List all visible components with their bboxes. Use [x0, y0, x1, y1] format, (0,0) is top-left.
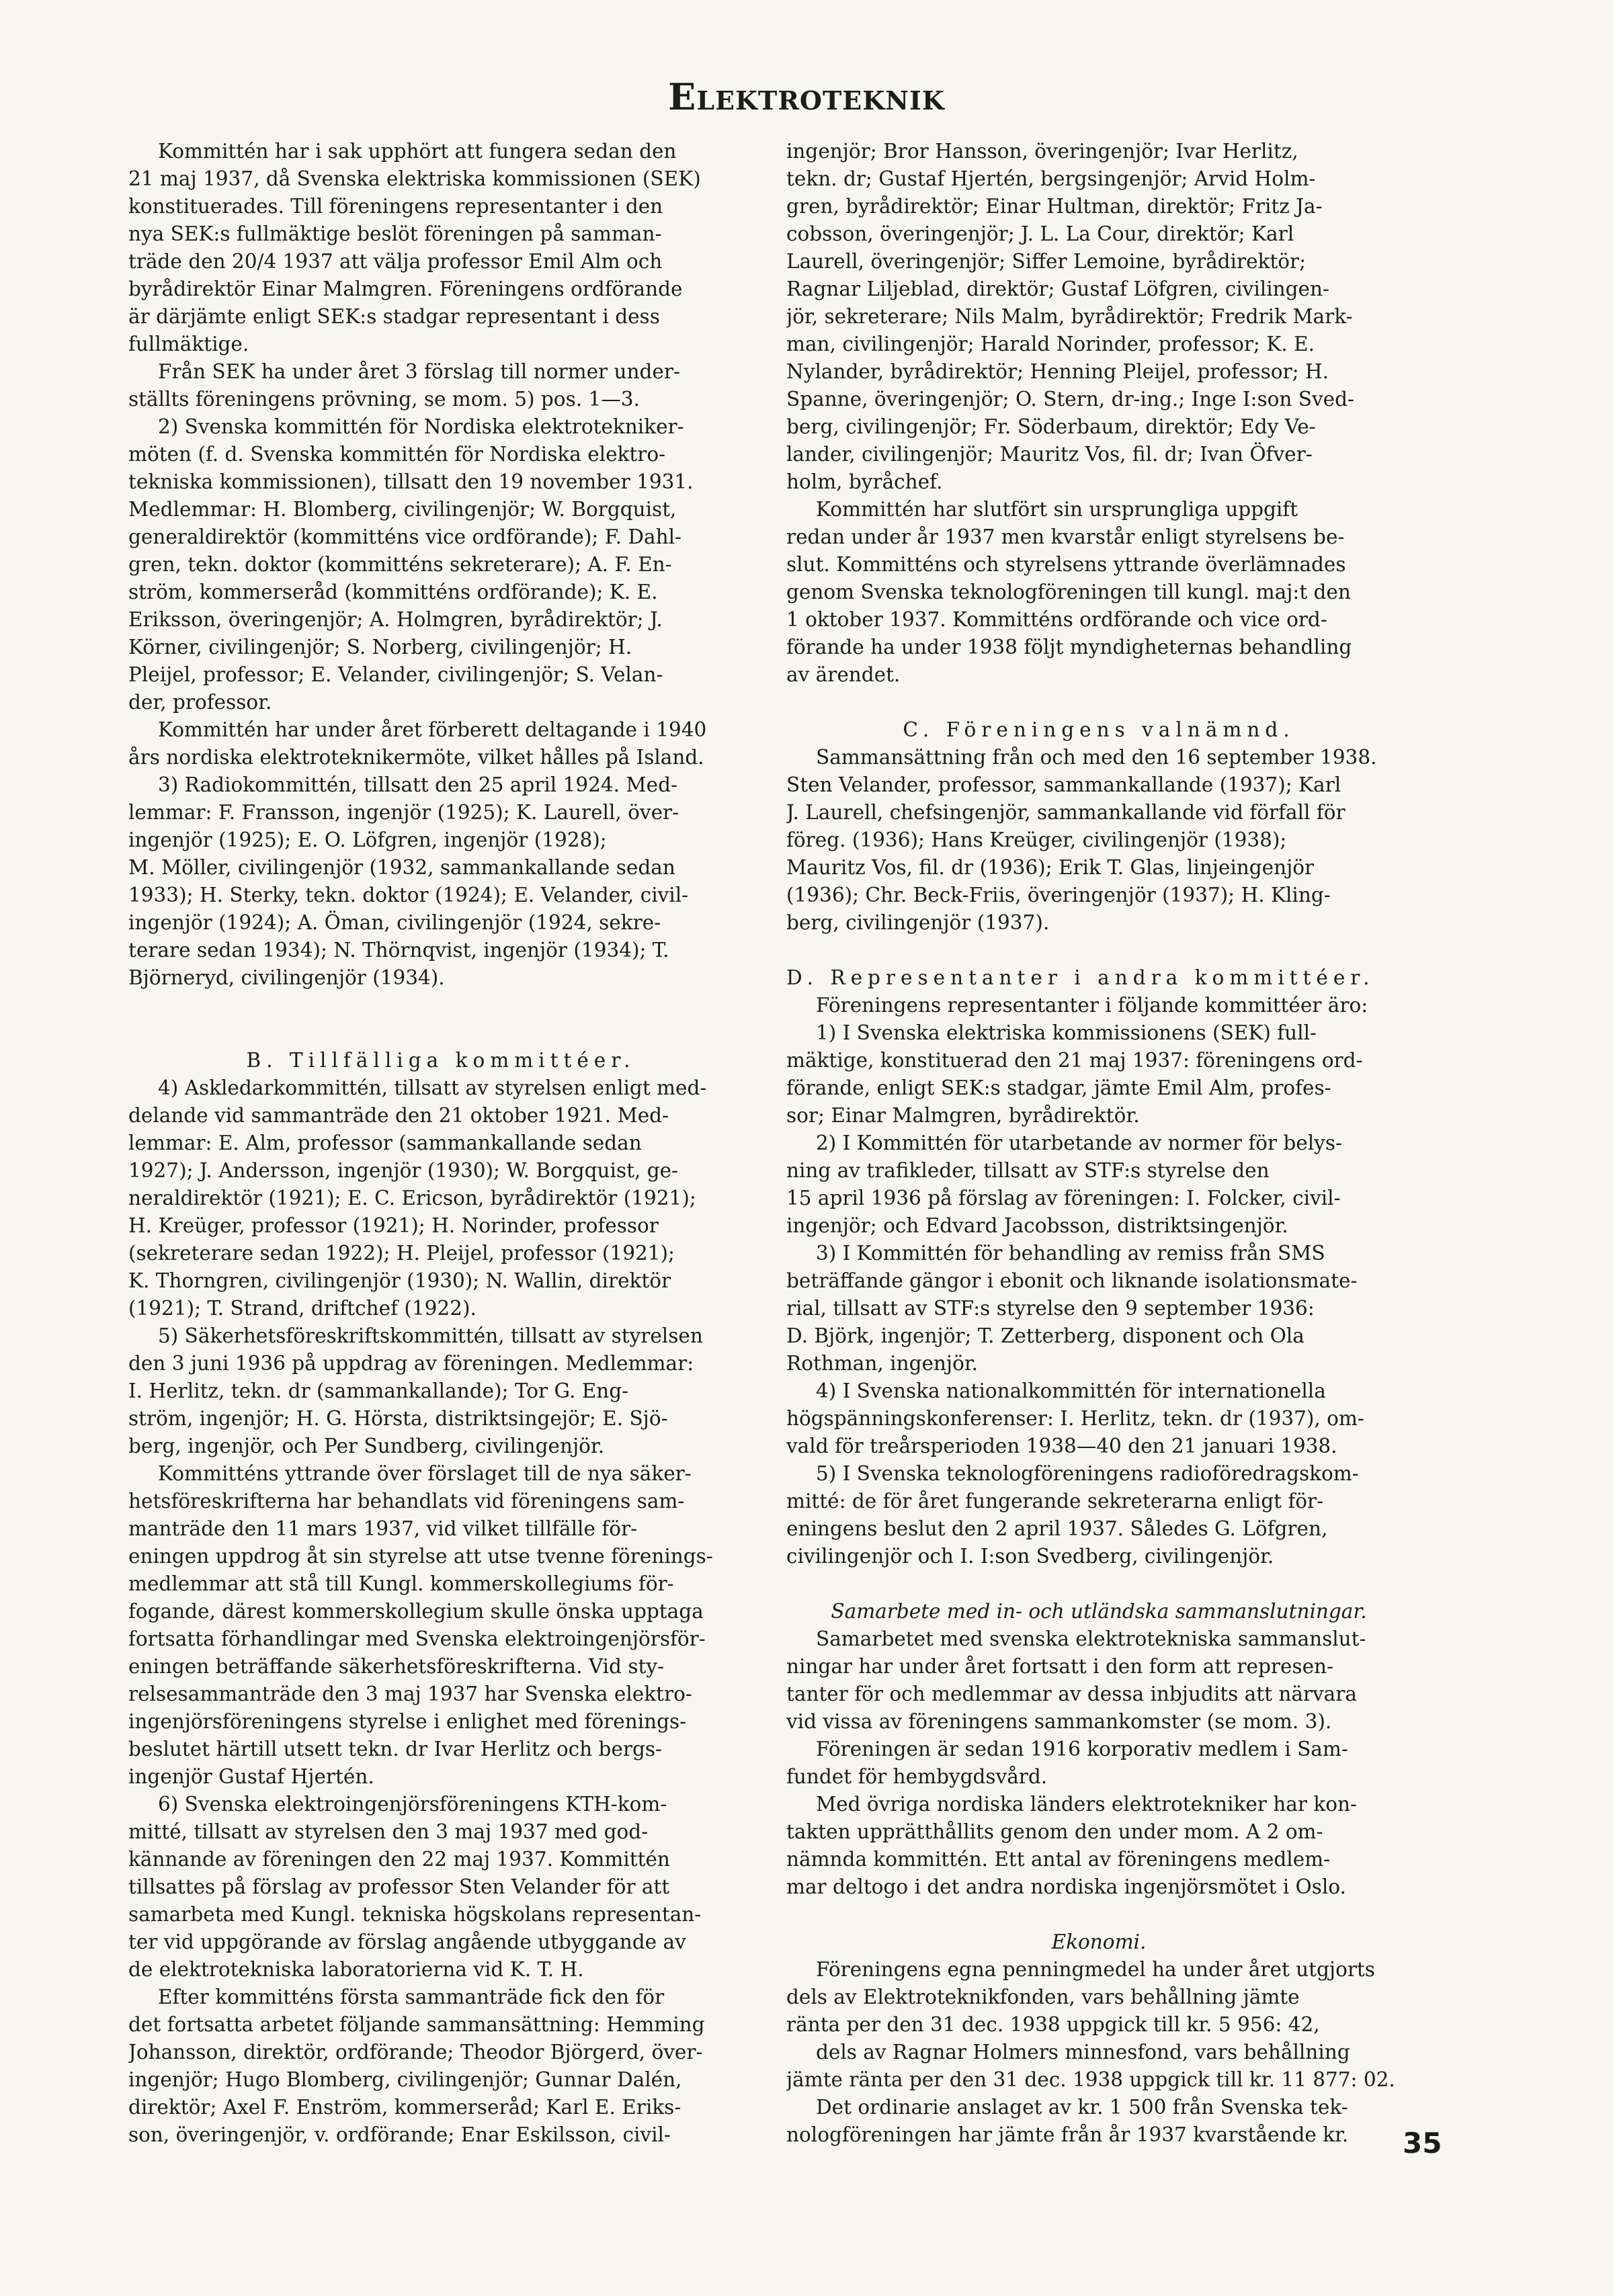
- page-header: Elektroteknik: [668, 75, 945, 118]
- text-line: ter vid uppgörande av förslag angående utbyggande av: [128, 1930, 686, 1953]
- text-line: Kommitténs yttrande över förslaget till de nya säker-: [158, 1462, 692, 1485]
- text-line: 21 maj 1937, då Svenska elektriska kommissionen (SEK): [128, 167, 701, 190]
- text-line: jämte ränta per den 31 dec. 1938 uppgick till kr. 11 877: 02.: [786, 2068, 1395, 2091]
- text-line: lemmar: F. Fransson, ingenjör (1925); K. Laurell, över-: [128, 801, 679, 824]
- text-line: fortsatta förhandlingar med Svenska elektroingenjörsför-: [128, 1627, 706, 1650]
- text-line: ränta per den 31 dec. 1938 uppgick till kr. 5 956: 42,: [786, 2013, 1320, 2036]
- text-line: relsesammanträde den 3 maj 1937 har Svenska elektro-: [128, 1683, 692, 1705]
- text-line: Medlemmar: H. Blomberg, civilingenjör; W. Borgquist,: [128, 498, 677, 521]
- text-line: 15 april 1936 på förslag av föreningen: I. Folcker, civil-: [786, 1187, 1341, 1209]
- text-line: redan under år 1937 men kvarstår enligt styrelsens be-: [786, 525, 1345, 548]
- text-line: vald för treårsperioden 1938—40 den 21 januari 1938.: [786, 1435, 1337, 1457]
- text-line: de elektrotekniska laboratorierna vid K. T. H.: [128, 1958, 584, 1981]
- text-line: Eriksson, överingenjör; A. Holmgren, byrådirektör; J.: [128, 608, 663, 631]
- text-line: genom Svenska teknologföreningen till kungl. maj:t den: [786, 581, 1351, 603]
- text-line: 1927); J. Andersson, ingenjör (1930); W. Borgquist, ge-: [128, 1159, 679, 1182]
- text-line: rial, tillsatt av STF:s styrelse den 9 september 1936:: [786, 1297, 1315, 1320]
- text-line: terare sedan 1934); N. Thörnqvist, ingenjör (1934); T.: [128, 939, 669, 962]
- text-line: H. Kreüger, professor (1921); H. Norinder, professor: [128, 1214, 659, 1237]
- text-line: konstituerades. Till föreningens representanter i den: [128, 195, 663, 218]
- text-line: ingenjörsföreningens styrelse i enlighet med förenings-: [128, 1710, 687, 1733]
- text-line: möten (f. d. Svenska kommittén för Nordiska elektro-: [128, 443, 666, 466]
- text-line: ställts föreningens prövning, se mom. 5) pos. 1—3.: [128, 388, 640, 411]
- text-line: hetsföreskrifterna har behandlats vid föreningens sam-: [128, 1490, 685, 1513]
- text-line: C. Föreningens valnämnd.: [903, 718, 1295, 741]
- text-line: Det ordinarie anslaget av kr. 1 500 från Svenska tek-: [816, 2096, 1348, 2119]
- text-line: 3) I Kommittén för behandling av remiss från SMS: [816, 1242, 1325, 1265]
- text-line: förande, enligt SEK:s stadgar, jämte Emil Alm, profes-: [786, 1076, 1331, 1099]
- text-line: (1921); T. Strand, driftchef (1922).: [128, 1297, 477, 1320]
- text-line: Nylander, byrådirektör; Henning Pleijel, professor; H.: [786, 360, 1329, 383]
- spacer: [786, 689, 1411, 716]
- text-line: föreg. (1936); Hans Kreüger, civilingenjör (1938);: [786, 828, 1287, 851]
- text-line: (1936); Chr. Beck-Friis, överingenjör (1937); H. Kling-: [786, 884, 1331, 906]
- text-line: det fortsatta arbetet följande sammansättning: Hemming: [128, 2013, 705, 2036]
- text-line: byrådirektör Einar Malmgren. Föreningens ordförande: [128, 278, 683, 300]
- text-line: Laurell, överingenjör; Siffer Lemoine, byrådirektör;: [786, 250, 1307, 273]
- text-line: 5) I Svenska teknologföreningens radioföredragskom-: [816, 1462, 1359, 1485]
- text-line: nologföreningen har jämte från år 1937 kvarstående kr.: [786, 2123, 1349, 2146]
- text-line: fogande, därest kommerskollegium skulle önska upptaga: [128, 1600, 704, 1623]
- text-line: högspänningskonferenser: I. Herlitz, tekn. dr (1937), om-: [786, 1407, 1364, 1430]
- spacer: [786, 937, 1411, 964]
- text-line: Kommittén har under året förberett deltagande i 1940: [158, 718, 707, 741]
- text-line: Efter kommitténs första sammanträde fick den för: [158, 1986, 665, 2008]
- text-line: 2) Svenska kommittén för Nordiska elektrotekniker-: [158, 415, 684, 438]
- text-line: Samarbetet med svenska elektrotekniska sammanslut-: [816, 1627, 1366, 1650]
- text-line: ningar har under året fortsatt i den form att represen-: [786, 1655, 1334, 1678]
- text-line: dels av Elektroteknikfonden, vars behållning jämte: [786, 1986, 1300, 2008]
- text-line: slut. Kommitténs och styrelsens yttrande överlämnades: [786, 553, 1346, 576]
- text-line: tillsattes på förslag av professor Sten Velander för att: [128, 1875, 670, 1898]
- text-line: Samarbete med in- och utländska sammanslutningar.: [831, 1600, 1367, 1623]
- text-line: gren, byrådirektör; Einar Hultman, direktör; Fritz Ja-: [786, 195, 1323, 218]
- text-line: lemmar: E. Alm, professor (sammankallande sedan: [128, 1132, 642, 1154]
- text-line: ingenjör; Hugo Blomberg, civilingenjör; Gunnar Dalén,: [128, 2068, 682, 2091]
- text-line: cobsson, överingenjör; J. L. La Cour, direktör; Karl: [786, 222, 1294, 245]
- text-line: berg, civilingenjör (1937).: [786, 911, 1050, 934]
- text-line: ström, kommerseråd (kommitténs ordförande); K. E.: [128, 581, 658, 603]
- text-line: Spanne, överingenjör; O. Stern, dr-ing.; Inge I:son Sved-: [786, 388, 1354, 411]
- text-line: Björneryd, civilingenjör (1934).: [128, 966, 445, 989]
- text-line: ingenjör; och Edvard Jacobsson, distriktsingenjör.: [786, 1214, 1288, 1237]
- text-line: tekn. dr; Gustaf Hjertén, bergsingenjör; Arvid Holm-: [786, 167, 1316, 190]
- text-line: eningen beträffande säkerhetsföreskrifterna. Vid sty-: [128, 1655, 664, 1678]
- text-line: eningens beslut den 2 april 1937. Således G. Löfgren,: [786, 1517, 1328, 1540]
- text-line: M. Möller, civilingenjör (1932, sammankallande sedan: [128, 856, 675, 879]
- text-line: vid vissa av föreningens sammankomster (se mom. 3).: [786, 1710, 1332, 1733]
- text-line: 5) Säkerhetsföreskriftskommittén, tillsatt av styrelsen: [158, 1324, 703, 1347]
- text-line: nya SEK:s fullmäktige beslöt föreningen på samman-: [128, 222, 662, 245]
- text-line: ning av trafikleder, tillsatt av STF:s styrelse den: [786, 1159, 1270, 1182]
- text-line: Föreningen är sedan 1916 korporativ medlem i Sam-: [816, 1738, 1348, 1760]
- text-line: 2) I Kommittén för utarbetande av normer för belys-: [816, 1132, 1342, 1154]
- text-line: man, civilingenjör; Harald Norinder, professor; K. E.: [786, 333, 1315, 355]
- text-line: Johansson, direktör, ordförande; Theodor Björgerd, över-: [128, 2041, 703, 2064]
- text-line: son, överingenjör, v. ordförande; Enar Eskilsson, civil-: [128, 2123, 671, 2146]
- text-line: 3) Radiokommittén, tillsatt den 25 april 1924. Med-: [158, 773, 677, 796]
- text-line: tanter för och medlemmar av dessa inbjudits att närvara: [786, 1683, 1357, 1705]
- left-column: [128, 138, 753, 2149]
- text-line: Mauritz Vos, fil. dr (1936); Erik T. Glas, linjeingenjör: [786, 856, 1315, 879]
- text-line: Kommittén har slutfört sin ursprungliga uppgift: [816, 498, 1298, 521]
- text-line: 4) I Svenska nationalkommittén för internationella: [816, 1379, 1326, 1402]
- text-line: kännande av föreningen den 22 maj 1937. Kommittén: [128, 1848, 670, 1871]
- text-line: mäktige, konstituerad den 21 maj 1937: föreningens ord-: [786, 1049, 1363, 1072]
- text-line: mar deltogo i det andra nordiska ingenjörsmötet i Oslo.: [786, 1875, 1346, 1898]
- text-line: dels av Ragnar Holmers minnesfond, vars behållning: [816, 2041, 1350, 2064]
- text-line: berg, ingenjör, och Per Sundberg, civilingenjör.: [128, 1435, 605, 1457]
- text-line: beträffande gängor i ebonit och liknande isolationsmate-: [786, 1269, 1358, 1292]
- text-line: förande ha under 1938 följt myndigheternas behandling: [786, 636, 1352, 658]
- text-line: den 3 juni 1936 på uppdrag av föreningen. Medlemmar:: [128, 1352, 694, 1375]
- text-line: K. Thorngren, civilingenjör (1930); N. Wallin, direktör: [128, 1269, 671, 1292]
- page-number: 35: [1403, 2127, 1442, 2160]
- text-line: Kommittén har i sak upphört att fungera sedan den: [158, 140, 677, 163]
- text-line: är därjämte enligt SEK:s stadgar representant i dess: [128, 305, 660, 328]
- text-line: der, professor.: [128, 691, 272, 714]
- text-line: (sekreterare sedan 1922); H. Pleijel, professor (1921);: [128, 1242, 675, 1265]
- text-line: Föreningens representanter i följande kommittéer äro:: [816, 994, 1368, 1017]
- text-line: Körner, civilingenjör; S. Norberg, civilingenjör; H.: [128, 636, 632, 658]
- text-line: neraldirektör (1921); E. C. Ericson, byrådirektör (1921);: [128, 1187, 696, 1209]
- text-line: delande vid sammanträde den 21 oktober 1921. Med-: [128, 1104, 669, 1127]
- text-line: holm, byråchef.: [786, 470, 943, 493]
- text-line: Föreningens egna penningmedel ha under året utgjorts: [816, 1958, 1375, 1981]
- text-line: Sten Velander, professor, sammankallande (1937); Karl: [786, 773, 1341, 796]
- text-line: Rothman, ingenjör.: [786, 1352, 979, 1375]
- text-line: sor; Einar Malmgren, byrådirektör.: [786, 1104, 1140, 1127]
- text-line: 4) Askledarkommittén, tillsatt av styrelsen enligt med-: [158, 1076, 707, 1099]
- text-line: 6) Svenska elektroingenjörsföreningens KTH-kom-: [158, 1793, 667, 1816]
- text-line: eningen uppdrog åt sin styrelse att utse tvenne förenings-: [128, 1545, 713, 1568]
- text-line: ström, ingenjör; H. G. Hörsta, distriktsingejör; E. Sjö-: [128, 1407, 668, 1430]
- text-line: medlemmar att stå till Kungl. kommerskollegiums för-: [128, 1572, 674, 1595]
- text-line: generaldirektör (kommitténs vice ordförande); F. Dahl-: [128, 525, 681, 548]
- text-line: fullmäktige.: [128, 333, 249, 355]
- text-line: B. Tillfälliga kommittéer.: [246, 1049, 636, 1072]
- text-line: berg, civilingenjör; Fr. Söderbaum, direktör; Edy Ve-: [786, 415, 1316, 438]
- text-line: D. Björk, ingenjör; T. Zetterberg, disponent och Ola: [786, 1324, 1305, 1347]
- text-line: ingenjör (1924); A. Öman, civilingenjör (1924, sekre-: [128, 911, 661, 934]
- text-line: samarbeta med Kungl. tekniska högskolans representan-: [128, 1903, 702, 1926]
- text-line: ingenjör (1925); E. O. Löfgren, ingenjör (1928);: [128, 828, 607, 851]
- text-line: nämnda kommittén. Ett antal av föreningens medlem-: [786, 1848, 1331, 1871]
- text-line: civilingenjör och I. I:son Svedberg, civilingenjör.: [786, 1545, 1274, 1568]
- text-line: D. Representanter i andra kommittéer.: [786, 966, 1375, 989]
- text-line: Ragnar Liljeblad, direktör; Gustaf Löfgren, civilingen-: [786, 278, 1329, 300]
- text-line: I. Herlitz, tekn. dr (sammankallande); Tor G. Eng-: [128, 1379, 629, 1402]
- text-line: fundet för hembygdsvård.: [786, 1765, 1048, 1788]
- text-line: takten upprätthållits genom den under mom. A 2 om-: [786, 1820, 1323, 1843]
- text-line: tekniska kommissionen), tillsatt den 19 november 1931.: [128, 470, 694, 493]
- spacer: [786, 1570, 1411, 1598]
- text-line: manträde den 11 mars 1937, vid vilket tillfälle för-: [128, 1517, 638, 1540]
- text-line: Från SEK ha under året 3 förslag till normer under-: [158, 360, 680, 383]
- right-column: [786, 138, 1411, 2149]
- text-line: mitté: de för året fungerande sekreterarna enligt för-: [786, 1490, 1324, 1513]
- text-line: träde den 20/4 1937 att välja professor Emil Alm och: [128, 250, 663, 273]
- text-line: Pleijel, professor; E. Velander, civilingenjör; S. Velan-: [128, 663, 663, 686]
- text-line: Sammansättning från och med den 16 september 1938.: [816, 746, 1377, 769]
- text-line: av ärendet.: [786, 663, 901, 686]
- text-line: ingenjör Gustaf Hjertén.: [128, 1765, 374, 1788]
- text-line: 1933); H. Sterky, tekn. doktor (1924); E. Velander, civil-: [128, 884, 689, 906]
- spacer: [128, 992, 753, 1047]
- text-line: mitté, tillsatt av styrelsen den 3 maj 1937 med god-: [128, 1820, 649, 1843]
- text-line: 1 oktober 1937. Kommitténs ordförande och vice ord-: [786, 608, 1327, 631]
- text-line: Ekonomi.: [1051, 1930, 1147, 1953]
- text-line: Med övriga nordiska länders elektrotekniker har kon-: [816, 1793, 1357, 1816]
- text-line: 1) I Svenska elektriska kommissionens (SEK) full-: [816, 1021, 1317, 1044]
- text-line: jör, sekreterare; Nils Malm, byrådirektör; Fredrik Mark-: [786, 305, 1353, 328]
- text-line: lander, civilingenjör; Mauritz Vos, fil. dr; Ivan Öfver-: [786, 443, 1313, 466]
- text-line: J. Laurell, chefsingenjör, sammankallande vid förfall för: [786, 801, 1346, 824]
- spacer: [786, 1901, 1411, 1928]
- text-line: beslutet härtill utsett tekn. dr Ivar Herlitz och bergs-: [128, 1738, 662, 1760]
- text-line: gren, tekn. doktor (kommitténs sekreterare); A. F. En-: [128, 553, 672, 576]
- text-line: ingenjör; Bror Hansson, överingenjör; Ivar Herlitz,: [786, 140, 1298, 163]
- text-line: direktör; Axel F. Enström, kommerseråd; Karl E. Eriks-: [128, 2096, 681, 2119]
- text-line: års nordiska elektroteknikermöte, vilket hålles på Island.: [128, 746, 704, 769]
